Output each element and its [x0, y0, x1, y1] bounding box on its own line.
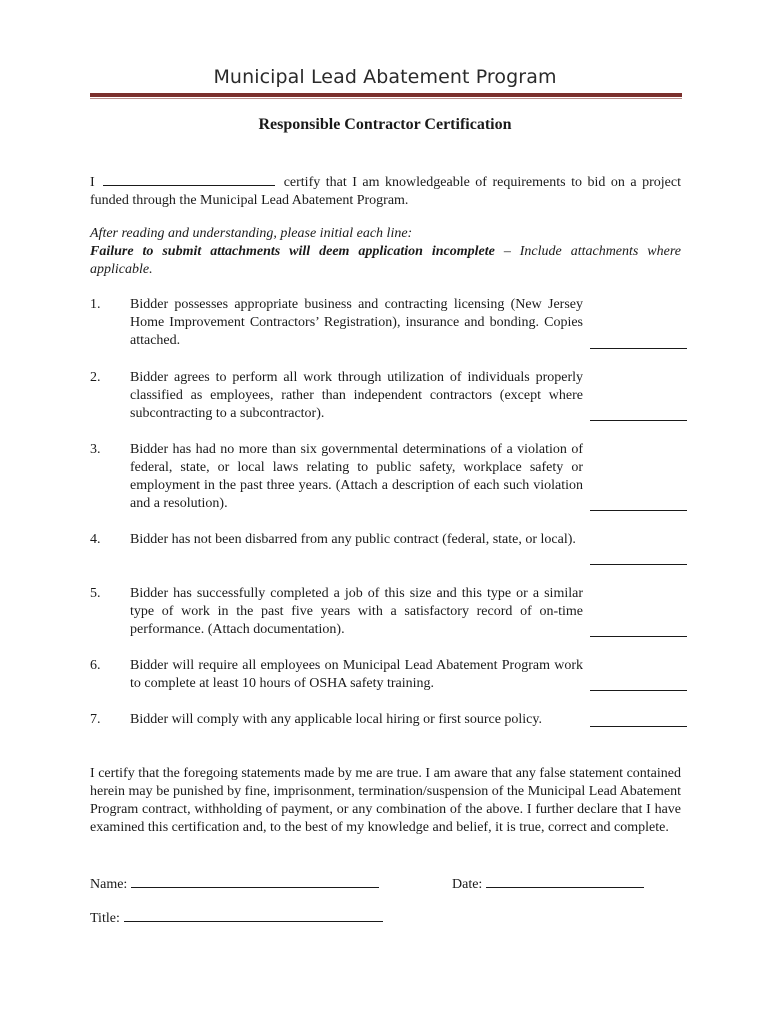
- instructions: [90, 225, 681, 279]
- item-text: Bidder has successfully completed a job of this size and this type or a similar type of work in the past five years with a satisfactory record of on-time performance. (Attach documentation).: [130, 586, 583, 637]
- item-text: Bidder agrees to perform all work through utilization of individuals properly classified as employees, rather than independent contractors (except where subcontracting to a subcontractor).: [130, 370, 583, 421]
- initial-line[interactable]: [590, 510, 687, 511]
- initial-line[interactable]: [590, 420, 687, 421]
- name-label: Name:: [90, 877, 128, 892]
- item-number: 7.: [90, 712, 101, 727]
- item-number: 1.: [90, 297, 101, 312]
- intro-prefix: I: [90, 175, 95, 190]
- initial-line[interactable]: [590, 564, 687, 565]
- initial-line[interactable]: [590, 726, 687, 727]
- item-number: 5.: [90, 586, 101, 601]
- item-text: Bidder has not been disbarred from any public contract (federal, state, or local).: [130, 532, 576, 547]
- item-number: 6.: [90, 658, 101, 673]
- item-text: Bidder will require all employees on Municipal Lead Abatement Program work to complete at least 10 hours of OSHA safety training.: [130, 658, 583, 691]
- title-label: Title:: [90, 911, 120, 926]
- name-row: [90, 873, 379, 894]
- contractor-name-blank[interactable]: [103, 172, 275, 186]
- program-header: Municipal Lead Abatement Program: [213, 66, 557, 88]
- intro-paragraph: [90, 172, 681, 210]
- instruction-line: After reading and understanding, please initial each line:: [90, 226, 413, 241]
- intro-suffix: certify that I am knowledgeable of requirements to bid on a project funded through the Municipal Lead Abatement Program.: [90, 175, 681, 208]
- item-text: Bidder has had no more than six governmental determinations of a violation of federal, state, or local laws relating to public safety, workplace safety or employment in the past three years. (Attach a description of each such violation and a resolution).: [130, 442, 583, 511]
- instruction-warning: Failure to submit attachments will deem application incomplete: [90, 244, 495, 259]
- header-rule-thin: [90, 98, 682, 99]
- item-text: Bidder possesses appropriate business and contracting licensing (New Jersey Home Improvement Contractors’ Registration), insurance and bonding. Copies attached.: [130, 297, 583, 348]
- title-row: [90, 907, 383, 928]
- item-text: Bidder will comply with any applicable local hiring or first source policy.: [130, 712, 542, 727]
- date-label: Date:: [452, 877, 483, 892]
- initial-line[interactable]: [590, 636, 687, 637]
- item-number: 3.: [90, 442, 101, 457]
- initial-line[interactable]: [590, 690, 687, 691]
- date-field[interactable]: [486, 873, 644, 888]
- initial-line[interactable]: [590, 348, 687, 349]
- certification-statement: I certify that the foregoing statements made by me are true. I am aware that any false statement contained herein may be punished by fine, imprisonment, termination/suspension of the Municipal Lead Abatement Program contract, withholding of payment, or any combination of the above. I further declare that I have examined this certification and, to the best of my knowledge and belief, it is true, correct and complete.: [90, 766, 681, 835]
- name-field[interactable]: [131, 873, 379, 888]
- date-row: [452, 873, 644, 894]
- instruction-note: – Include attachments where applicable.: [90, 244, 681, 277]
- header-rule: [90, 93, 682, 97]
- item-number: 2.: [90, 370, 101, 385]
- item-number: 4.: [90, 532, 101, 547]
- title-field[interactable]: [124, 907, 383, 922]
- document-title: Responsible Contractor Certification: [258, 116, 512, 133]
